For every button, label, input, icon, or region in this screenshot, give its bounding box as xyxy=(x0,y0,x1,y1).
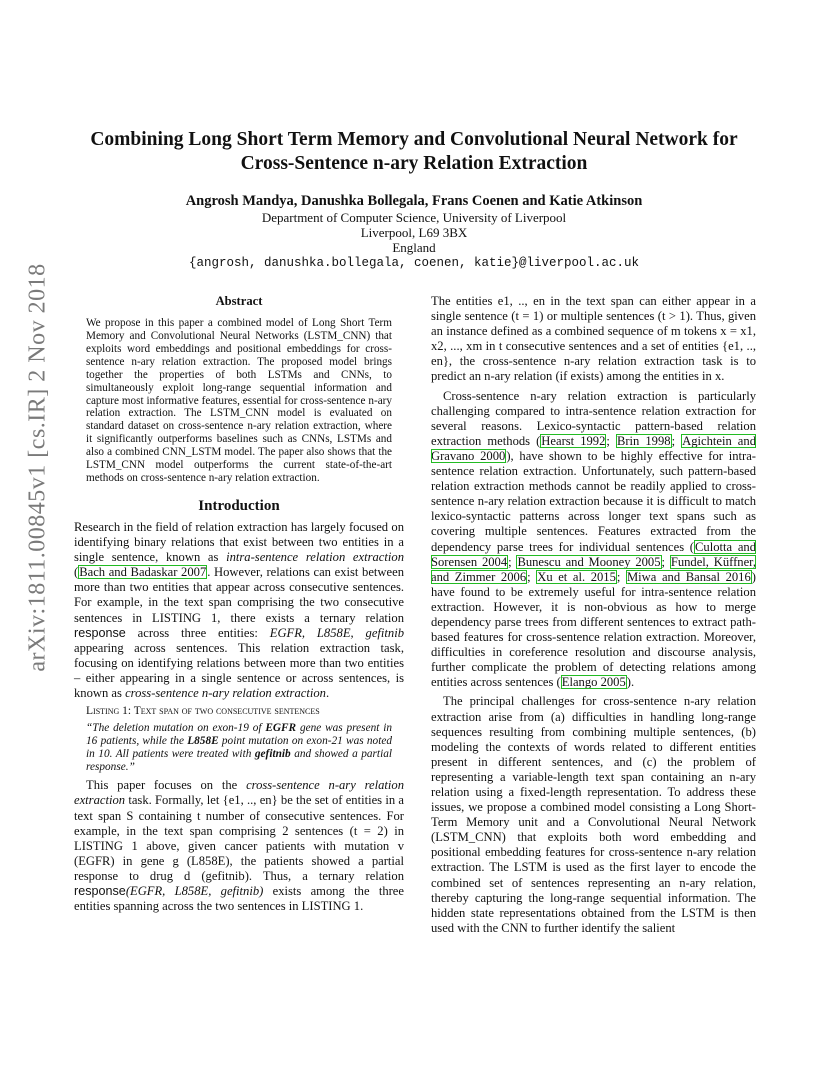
citation-link[interactable]: Brin 1998 xyxy=(616,433,671,448)
citation-link[interactable]: Hearst 1992 xyxy=(541,433,606,448)
right-paragraph-1: The entities e1, .., en in the text span can either appear in a single sentence (t = 1) or multiple sentences (t > 1). Thus, given an instance defined as a combined sequence of m tokens x = x1, x2, ..., xm in t consecutive sentences and a set of entities {e1, .., en}, the cross-sentence n-ary relation extraction task is to predict an n-ary relation (if exists) among the entities in x. xyxy=(431,294,756,384)
abstract-text: We propose in this paper a combined model of Long Short Term Memory and Convolutional Neural Networks (LSTM_CNN) that exploits word embeddings and positional embeddings for cross-sentence n-ary relation extraction. The proposed model brings together the properties of both LSTMs and CNNs, to simultaneously exploit long-range sequential information and capture most informative features, essential for cross-sentence n-ary relation extraction. The LSTM_CNN model is evaluated on standard dataset on cross-sentence n-ary relation extraction, where it significantly outperforms baselines such as CNNs, LSTMs and also a combined CNN_LSTM model. The paper also shows that the LSTM_CNN model outperforms the current state-of-the-art methods on cross-sentence n-ary relation extraction. xyxy=(86,317,392,484)
affiliation-country: England xyxy=(392,240,436,255)
intro-paragraph-2: This paper focuses on the cross-sentence n-ary relation extraction task. Formally, let {e1, .., en} be the set of entities in a text span S containing t number of consecutive sentences. For example, in the text span comprising 2 sentences (t = 2) in LISTING 1 above, given cancer patients with mutation v (EGFR) in gene g (L858E), the patients showed a partial response to drug d (gefitnib). Thus, a ternary relation response(EGFR, L858E, gefitnib) exists among the three entities spanning across the two sentences in LISTING 1. xyxy=(74,778,404,914)
intro-paragraph-1: Research in the field of relation extraction has largely focused on identifying binary relations that exist between two entities in a single sentence, known as intra-sentence relation extraction (Bach and Badaskar 2007. However, relations can exist between more than two entities that appear across consecutive sentences. For example, in the text span comprising the two consecutive sentences in LISTING 1, there exists a ternary relation response across three entities: EGFR, L858E, gefitnib appearing across sentences. This relation extraction task, focusing on identifying relations between more than two entities – either appearing in a single sentence or across sentences, is known as cross-sentence n-ary relation extraction. xyxy=(74,519,404,700)
citation-link[interactable]: Bach and Badaskar 2007 xyxy=(79,565,207,580)
citation-link[interactable]: Elango 2005 xyxy=(561,675,626,690)
affiliation-dept: Department of Computer Science, University of Liverpool xyxy=(261,210,567,225)
citation-link[interactable]: Agichtein and Gravano 2000 xyxy=(431,433,756,463)
citation-link[interactable]: Miwa and Bansal 2016 xyxy=(626,569,751,584)
left-column xyxy=(74,294,404,914)
right-column xyxy=(431,294,756,936)
right-paragraph-2: Cross-sentence n-ary relation extraction is particularly challenging compared to intra-sentence relation extraction for several reasons. Lexico-syntactic pattern-based relation extraction methods (Hearst 1992; Brin 1998; Agichtein and Gravano 2000), have shown to be highly effective for intra-sentence relation extraction. Unfortunately, such pattern-based relation extraction methods cannot be readily applied to cross-sentence n-ary relation extraction because it is difficult to match lexico-syntactic patterns across longer text spans such as covering multiple sentences. Features extracted from the dependency parse trees for individual sentences (Culotta and Sorensen 2004; Bunescu and Mooney 2005; Fundel, Küffner, and Zimmer 2006; Xu et al. 2015; Miwa and Bansal 2016) have found to be extremely useful for intra-sentence relation extraction. However, it is non-obvious as how to merge dependency parse trees from different sentences to extract path-based features for cross-sentence relation extraction. Moreover, difficulties in coreference resolution and discourse analysis, further complicate the problem of detecting relations among entities across sentences (Elango 2005). xyxy=(431,388,757,690)
paper-title: Combining Long Short Term Memory and Convolutional Neural Network for Cross-Sentence n-ary Relation Extraction xyxy=(90,129,738,174)
abstract-heading: Abstract xyxy=(215,294,263,308)
arxiv-stamp: arXiv:1811.00845v1 [cs.IR] 2 Nov 2018 xyxy=(24,262,51,672)
intro-heading: Introduction xyxy=(198,497,280,514)
paper-header xyxy=(74,128,754,271)
affiliation-city: Liverpool, L69 3BX xyxy=(360,225,468,240)
citation-link[interactable]: Culotta and Sorensen 2004 xyxy=(431,539,756,569)
citation-link[interactable]: Fundel, Küffner, and Zimmer 2006 xyxy=(431,554,757,584)
listing-quote: “The deletion mutation on exon-19 of EGFR gene was present in 16 patients, while the L858E point mutation on exon-21 was noted in 10. All patients were treated with gefitnib and showed a partial response.” xyxy=(86,722,393,773)
citation-link[interactable]: Xu et al. 2015 xyxy=(537,569,616,584)
right-paragraph-3: The principal challenges for cross-sentence n-ary relation extraction arise from (a) difficulties in handling long-range sequences resulting from combining multiple sentences, (b) modeling the contexts of words related to different entities present in different sentences, and (c) the problem of representing a variable-length text span containing an n-ary relation using a fixed-length representation. To address these issues, we propose a combined model consisting a Long Short-Term Memory unit and a Convolutional Neural Network (LSTM_CNN) that exploits both word embedding and positional embedding features for cross-sentence n-ary relation extraction. The LSTM is used as the first layer to encode the combined set of sentences representing an n-ary relation, thereby capturing the long-range sequential information. The hidden state representations obtained from the LSTM is then used with the CNN to further identify the salient xyxy=(431,694,756,935)
author-list: Angrosh Mandya, Danushka Bollegala, Frans Coenen and Katie Atkinson xyxy=(185,193,643,209)
citation-link[interactable]: Bunescu and Mooney 2005 xyxy=(517,554,661,569)
author-emails: {angrosh, danushka.bollegala, coenen, katie}@liverpool.ac.uk xyxy=(188,256,640,270)
listing-caption: Listing 1: Text span of two consecutive sentences xyxy=(86,705,320,718)
